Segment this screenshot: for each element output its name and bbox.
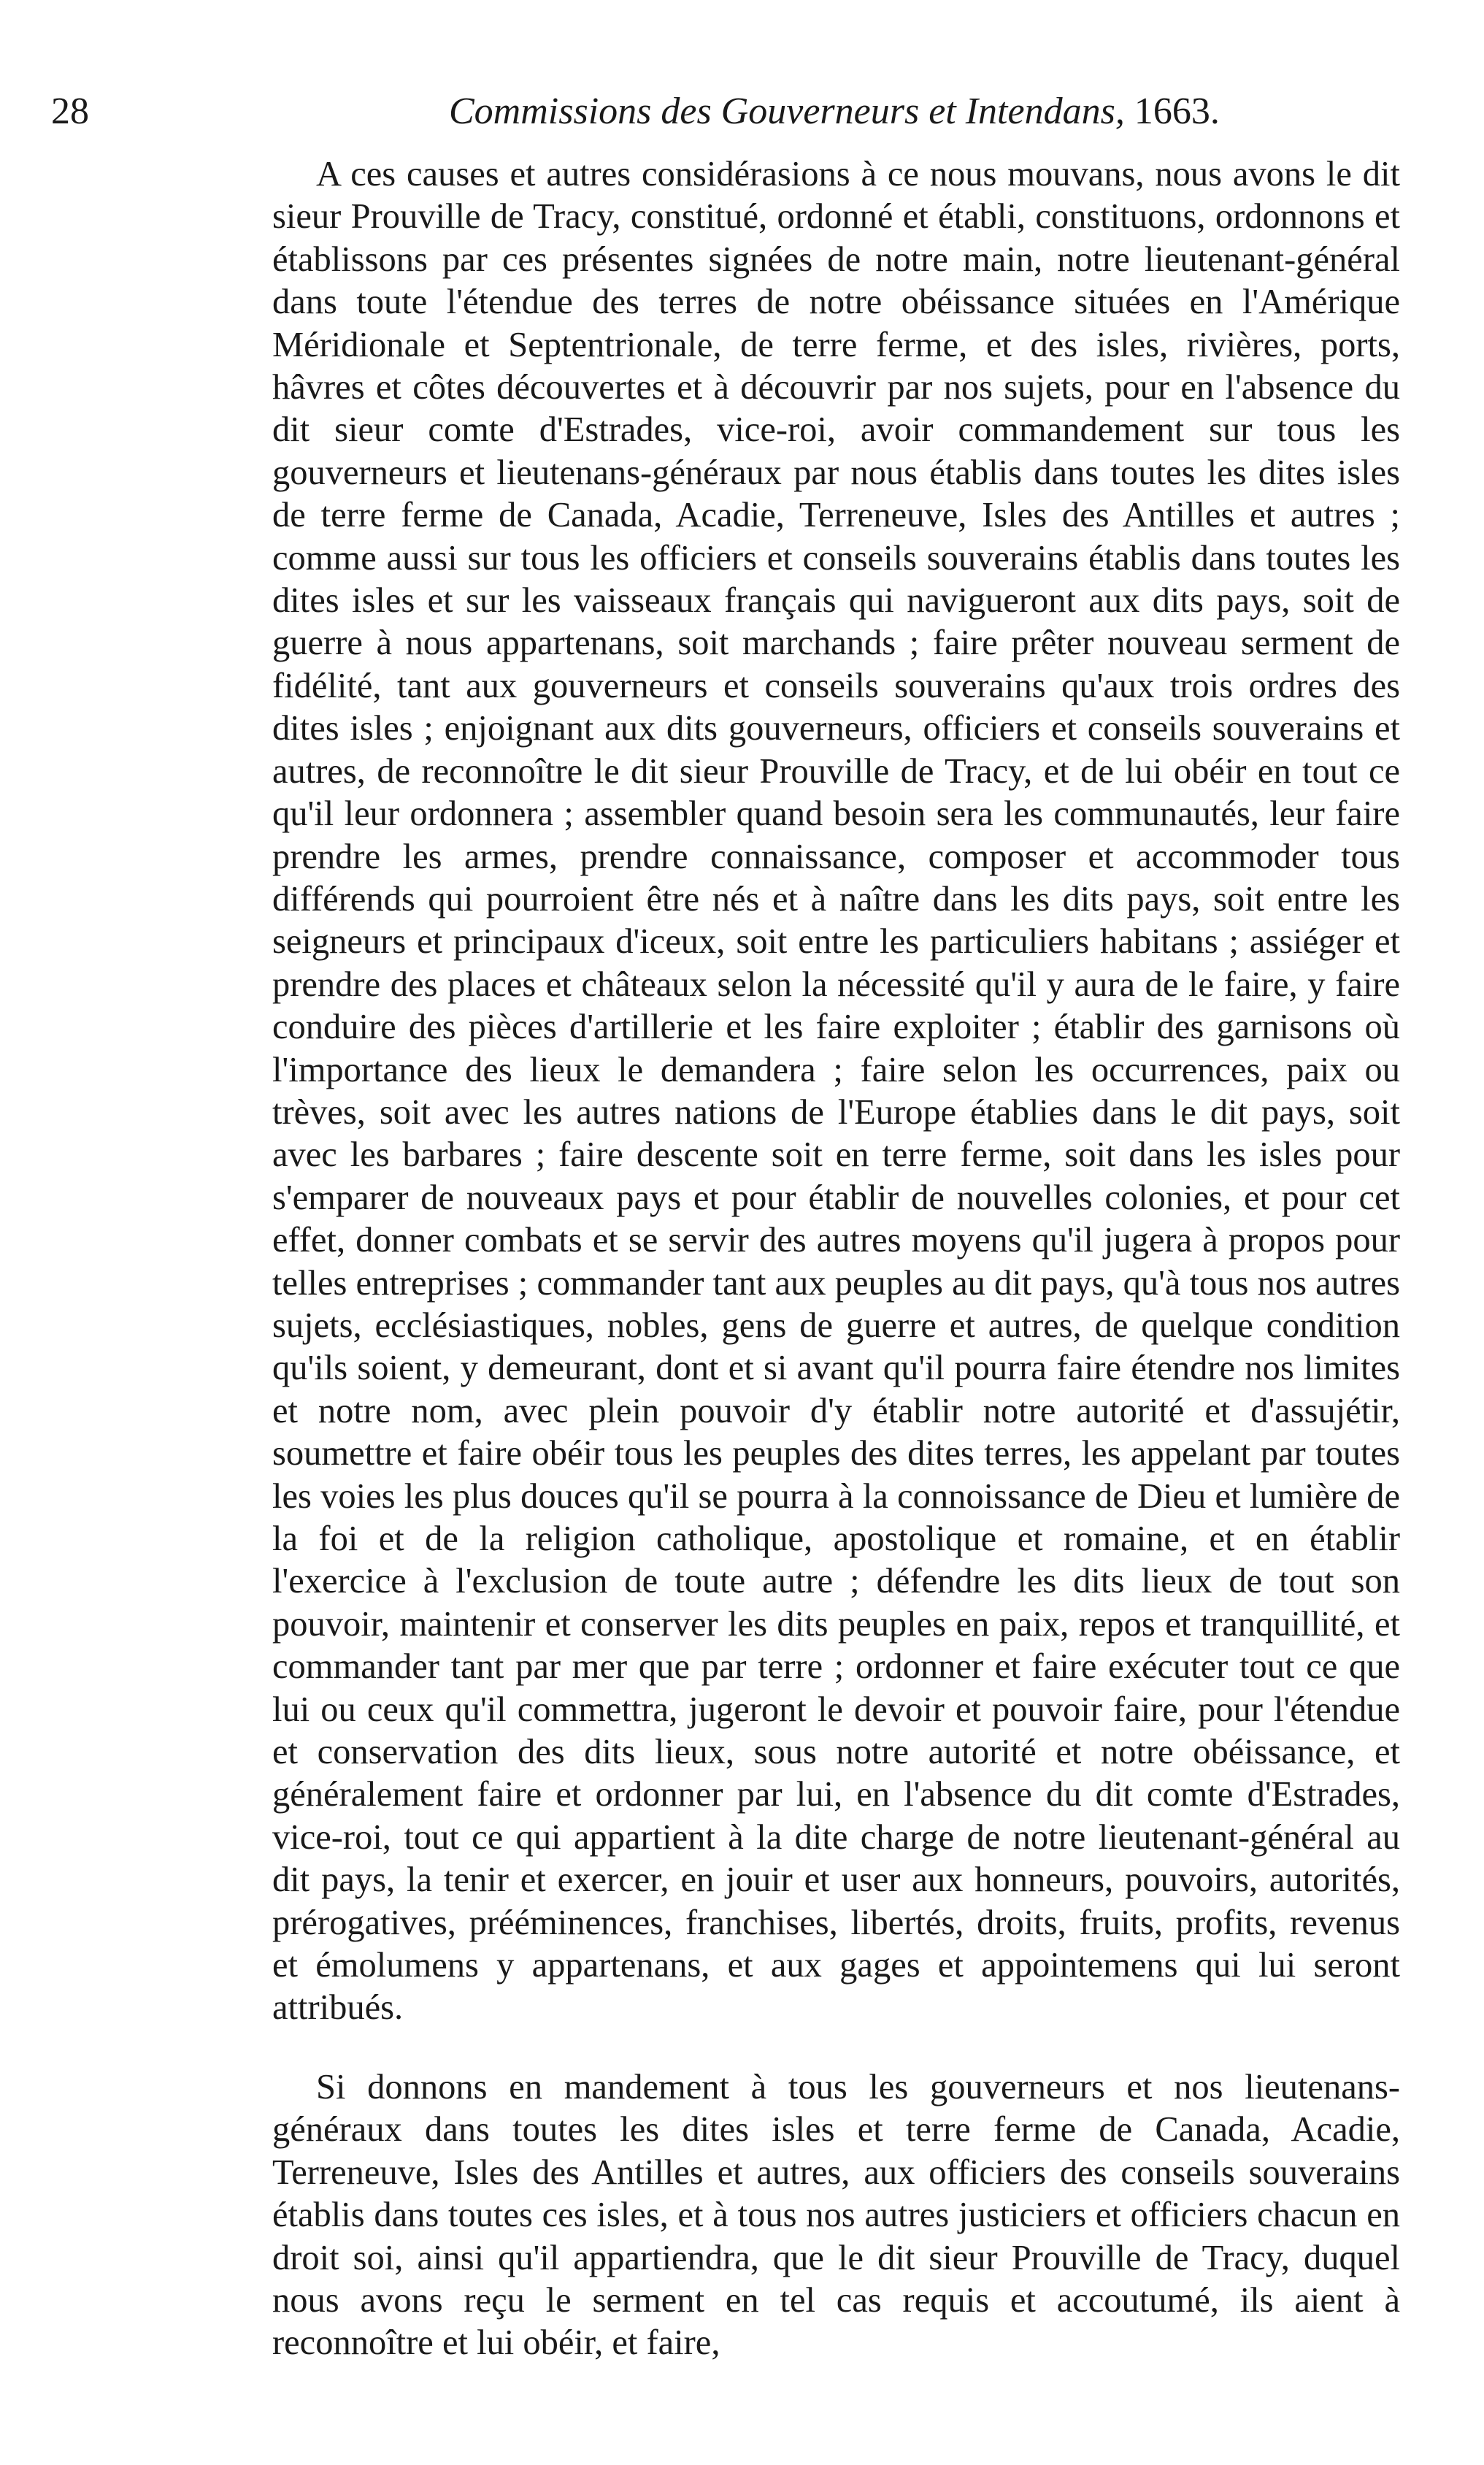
paragraph-mandate: Si donnons en mandement à tous les gouverneurs et nos lieutenans-généraux dans toutes les dites isles et terre ferme de Canada, Acadie, Terreneuve, Isles des Antilles et autres, aux officiers des conseils souverains établis dans toutes ces isles, et à tous nos autres justiciers et officiers chacun en droit soi, ainsi qu'il appartiendra, que le dit sieur Prouville de Tracy, duquel nous avons reçu le serment en tel cas requis et accoutumé, ils aient à reconnoître et lui obéir, et faire, <box>272 2067 1400 2363</box>
running-title-year: 1663. <box>1134 91 1220 132</box>
page-header <box>51 86 1416 145</box>
running-title <box>449 86 1220 137</box>
running-title-text: Commissions des Gouverneurs et Intendans, <box>449 91 1125 132</box>
paragraph-commission: A ces causes et autres considérasions à ce nous mouvans, nous avons le dit sieur Prouville de Tracy, constitué, ordonné et établi, constituons, ordonnons et établissons par ces présentes signées de notre main, notre lieutenant-général dans toute l'étendue des terres de notre obéissance situées en l'Amérique Méridionale et Septentrionale, de terre ferme, et des isles, rivières, ports, hâvres et côtes découvertes et à découvrir par nos sujets, pour en l'absence du dit sieur comte d'Estrades, vice-roi, avoir commandement sur tous les gouverneurs et lieutenans-généraux par nous établis dans toutes les dites isles de terre ferme de Canada, Acadie, Terreneuve, Isles des Antilles et autres ; comme aussi sur tous les officiers et conseils souverains établis dans toutes les dites isles et sur les vaisseaux français qui navigueront aux dits pays, soit de guerre à nous appartenans, soit marchands ; faire prêter nouveau serment de fidélité, tant aux gouverneurs et conseils souverains qu'aux trois ordres des dites isles ; enjoignant aux dits gouverneurs, officiers et conseils souverains et autres, de reconnoître le dit sieur Prouville de Tracy, et de lui obéir en tout ce qu'il leur ordonnera ; assembler quand besoin sera les communautés, leur faire prendre les armes, prendre connaissance, composer et accommoder tous différends qui pourroient être nés et à naître dans les dits pays, soit entre les seigneurs et principaux d'iceux, soit entre les particuliers habitans ; assiéger et prendre des places et châteaux selon la nécessité qu'il y aura de le faire, y faire conduire des pièces d'artillerie et les faire exploiter ; établir des garnisons où l'importance des lieux le demandera ; faire selon les occurrences, paix ou trèves, soit avec les autres nations de l'Europe établies dans le dit pays, soit avec les barbares ; faire descente soit en terre ferme, soit dans les isles pour s'emparer de nouveaux pays et pour établir de nouvelles colonies, et pour cet effet, donner combats et se servir des autres moyens qu'il jugera à propos pour telles entreprises ; commander tant aux peuples au dit pays, qu'à tous nos autres sujets, ecclésiastiques, nobles, gens de guerre et autres, de quelque condition qu'ils soient, y demeurant, dont et si avant qu'il pourra faire étendre nos limites et notre nom, avec plein pouvoir d'y établir notre autorité et d'assujétir, soumettre et faire obéir tous les peuples des dites terres, les appelant par toutes les voies les plus douces qu'il se pourra à la connoissance de Dieu et lumière de la foi et de la religion catholique, apostolique et romaine, et en établir l'exercice à l'exclusion de toute autre ; défendre les dits lieux de tout son pouvoir, maintenir et conserver les dits peuples en paix, repos et tranquillité, et commander tant par mer que par terre ; ordonner et faire exécuter tout ce que lui ou ceux qu'il commettra, jugeront le devoir et pouvoir faire, pour l'étendue et conservation des dits lieux, sous notre autorité et notre obéissance, et généralement faire et ordonner par lui, en l'absence du dit comte d'Estrades, vice-roi, tout ce qui appartient à la dite charge de notre lieutenant-général au dit pays, la tenir et exercer, en jouir et user aux honneurs, pouvoirs, autorités, prérogatives, prééminences, franchises, libertés, droits, fruits, profits, revenus et émolumens y appartenans, et aux gages et appointemens qui lui seront attribués. <box>272 155 1400 2028</box>
page-number: 28 <box>51 91 89 132</box>
body-text <box>272 153 1400 2365</box>
